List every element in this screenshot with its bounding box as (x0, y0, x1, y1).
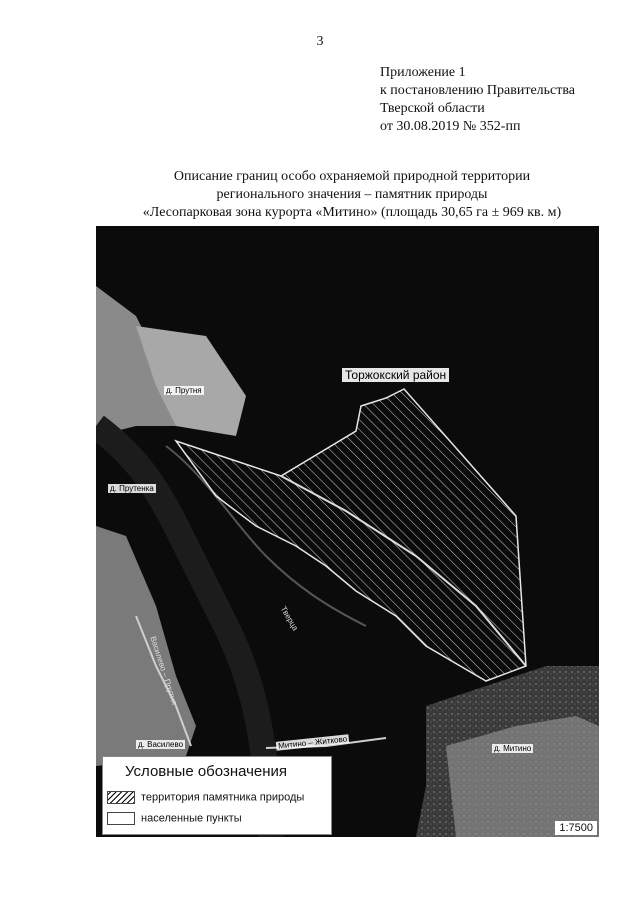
appendix-line: к постановлению Правительства (380, 83, 576, 98)
page-number: 3 (316, 34, 324, 49)
river-label: Тверца (278, 604, 300, 633)
place-label-vasilevo: д. Василево (138, 740, 184, 749)
road-label-vasilevo-prutnya: Василево – Прутня (148, 635, 180, 706)
legend-label: территория памятника природы (141, 791, 305, 804)
title-line: Описание границ особо охраняемой природной территории (173, 169, 531, 184)
satellite-map (96, 226, 599, 837)
legend-item (107, 812, 242, 825)
appendix-line: Приложение 1 (380, 65, 466, 80)
title-line: «Лесопарковая зона курорта «Митино» (площадь 30,65 га ± 969 кв. м) (142, 205, 562, 220)
appendix-line: от 30.08.2019 № 352-пп (380, 119, 521, 134)
appendix-line: Тверской области (380, 101, 485, 116)
legend-label: населенные пункты (141, 812, 242, 825)
road-label-mitino-zhitkovo: Митино – Житково (277, 734, 348, 751)
title-line: регионального значения – памятник природы (216, 187, 488, 202)
legend-title: Условные обозначения (125, 763, 288, 780)
map-scale: 1:7500 (555, 821, 597, 835)
map-legend (102, 756, 332, 835)
place-label-prutenka: д. Прутенка (110, 484, 154, 493)
hatched-swatch-icon (107, 791, 135, 804)
empty-swatch-icon (107, 812, 135, 825)
document-title (0, 168, 640, 222)
place-label-mitino: д. Митино (494, 744, 532, 753)
place-label-prutnya: д. Прутня (166, 386, 202, 395)
region-label: Торжокский район (342, 368, 449, 382)
legend-item (107, 791, 304, 804)
appendix-block (380, 64, 575, 136)
